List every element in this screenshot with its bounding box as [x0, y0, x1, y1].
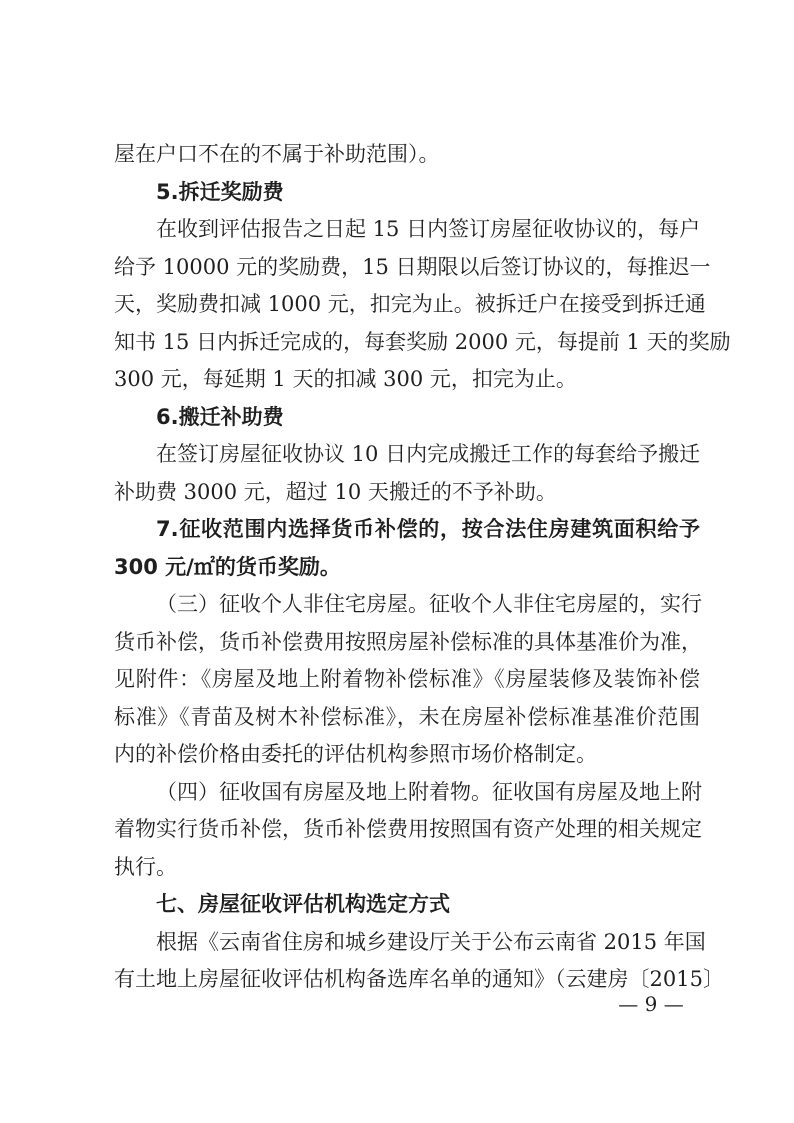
paragraph-line: 见附件：《房屋及地上附着物补偿标准》《房屋装修及装饰补偿	[114, 667, 700, 691]
section-heading-relocation-reward: 5.拆迁奖励费	[156, 179, 284, 204]
section-heading-evaluation-agency: 七、房屋征收评估机构选定方式	[156, 892, 450, 916]
paragraph-line: 补助费 3000 元，超过 10 天搬迁的不予补助。	[114, 479, 557, 504]
paragraph-continuation-line: 屋在户口不在的不属于补助范围）。	[114, 142, 440, 166]
paragraph-line: 给予 10000 元的奖励费，15 日期限以后签订协议的，每推迟一	[114, 254, 711, 279]
bold-paragraph-monetary-reward-line: 7.征收范围内选择货币补偿的，按合法住房建筑面积给予	[156, 517, 700, 541]
paragraph-line: 有土地上房屋征收评估机构备选库名单的通知》（云建房〔2015〕	[114, 967, 724, 991]
paragraph-line: 知书 15 日内拆迁完成的，每套奖励 2000 元，每提前 1 天的奖励	[114, 329, 731, 354]
section-heading-moving-subsidy: 6.搬迁补助费	[156, 404, 284, 429]
paragraph-line: 货币补偿，货币补偿费用按照房屋补偿标准的具体基准价为准，	[114, 629, 702, 654]
paragraph-line: 天，奖励费扣减 1000 元，扣完为止。被拆迁户在接受到拆迁通	[114, 292, 706, 316]
paragraph-line: 300 元，每延期 1 天的扣减 300 元，扣完为止。	[114, 367, 577, 391]
paragraph-line: （四）征收国有房屋及地上附着物。征收国有房屋及地上附	[156, 779, 702, 804]
paragraph-line: 在收到评估报告之日起 15 日内签订房屋征收协议的，每户	[156, 217, 701, 241]
document-page	[114, 136, 731, 999]
paragraph-line: 标准》《青苗及树木补偿标准》，未在房屋补偿标准基准价范围	[114, 704, 700, 729]
page-number: — 9 —	[618, 992, 684, 1016]
bold-paragraph-monetary-reward-line: 300 元/㎡的货币奖励。	[114, 554, 341, 579]
paragraph-line: 根据《云南省住房和城乡建设厅关于公布云南省 2015 年国	[156, 929, 706, 954]
paragraph-line: 执行。	[114, 854, 177, 879]
paragraph-line: （三）征收个人非住宅房屋。征收个人非住宅房屋的，实行	[156, 592, 702, 616]
paragraph-line: 内的补偿价格由委托的评估机构参照市场价格制定。	[114, 742, 597, 766]
paragraph-line: 在签订房屋征收协议 10 日内完成搬迁工作的每套给予搬迁	[156, 442, 701, 466]
paragraph-line: 着物实行货币补偿，货币补偿费用按照国有资产处理的相关规定	[114, 817, 702, 841]
